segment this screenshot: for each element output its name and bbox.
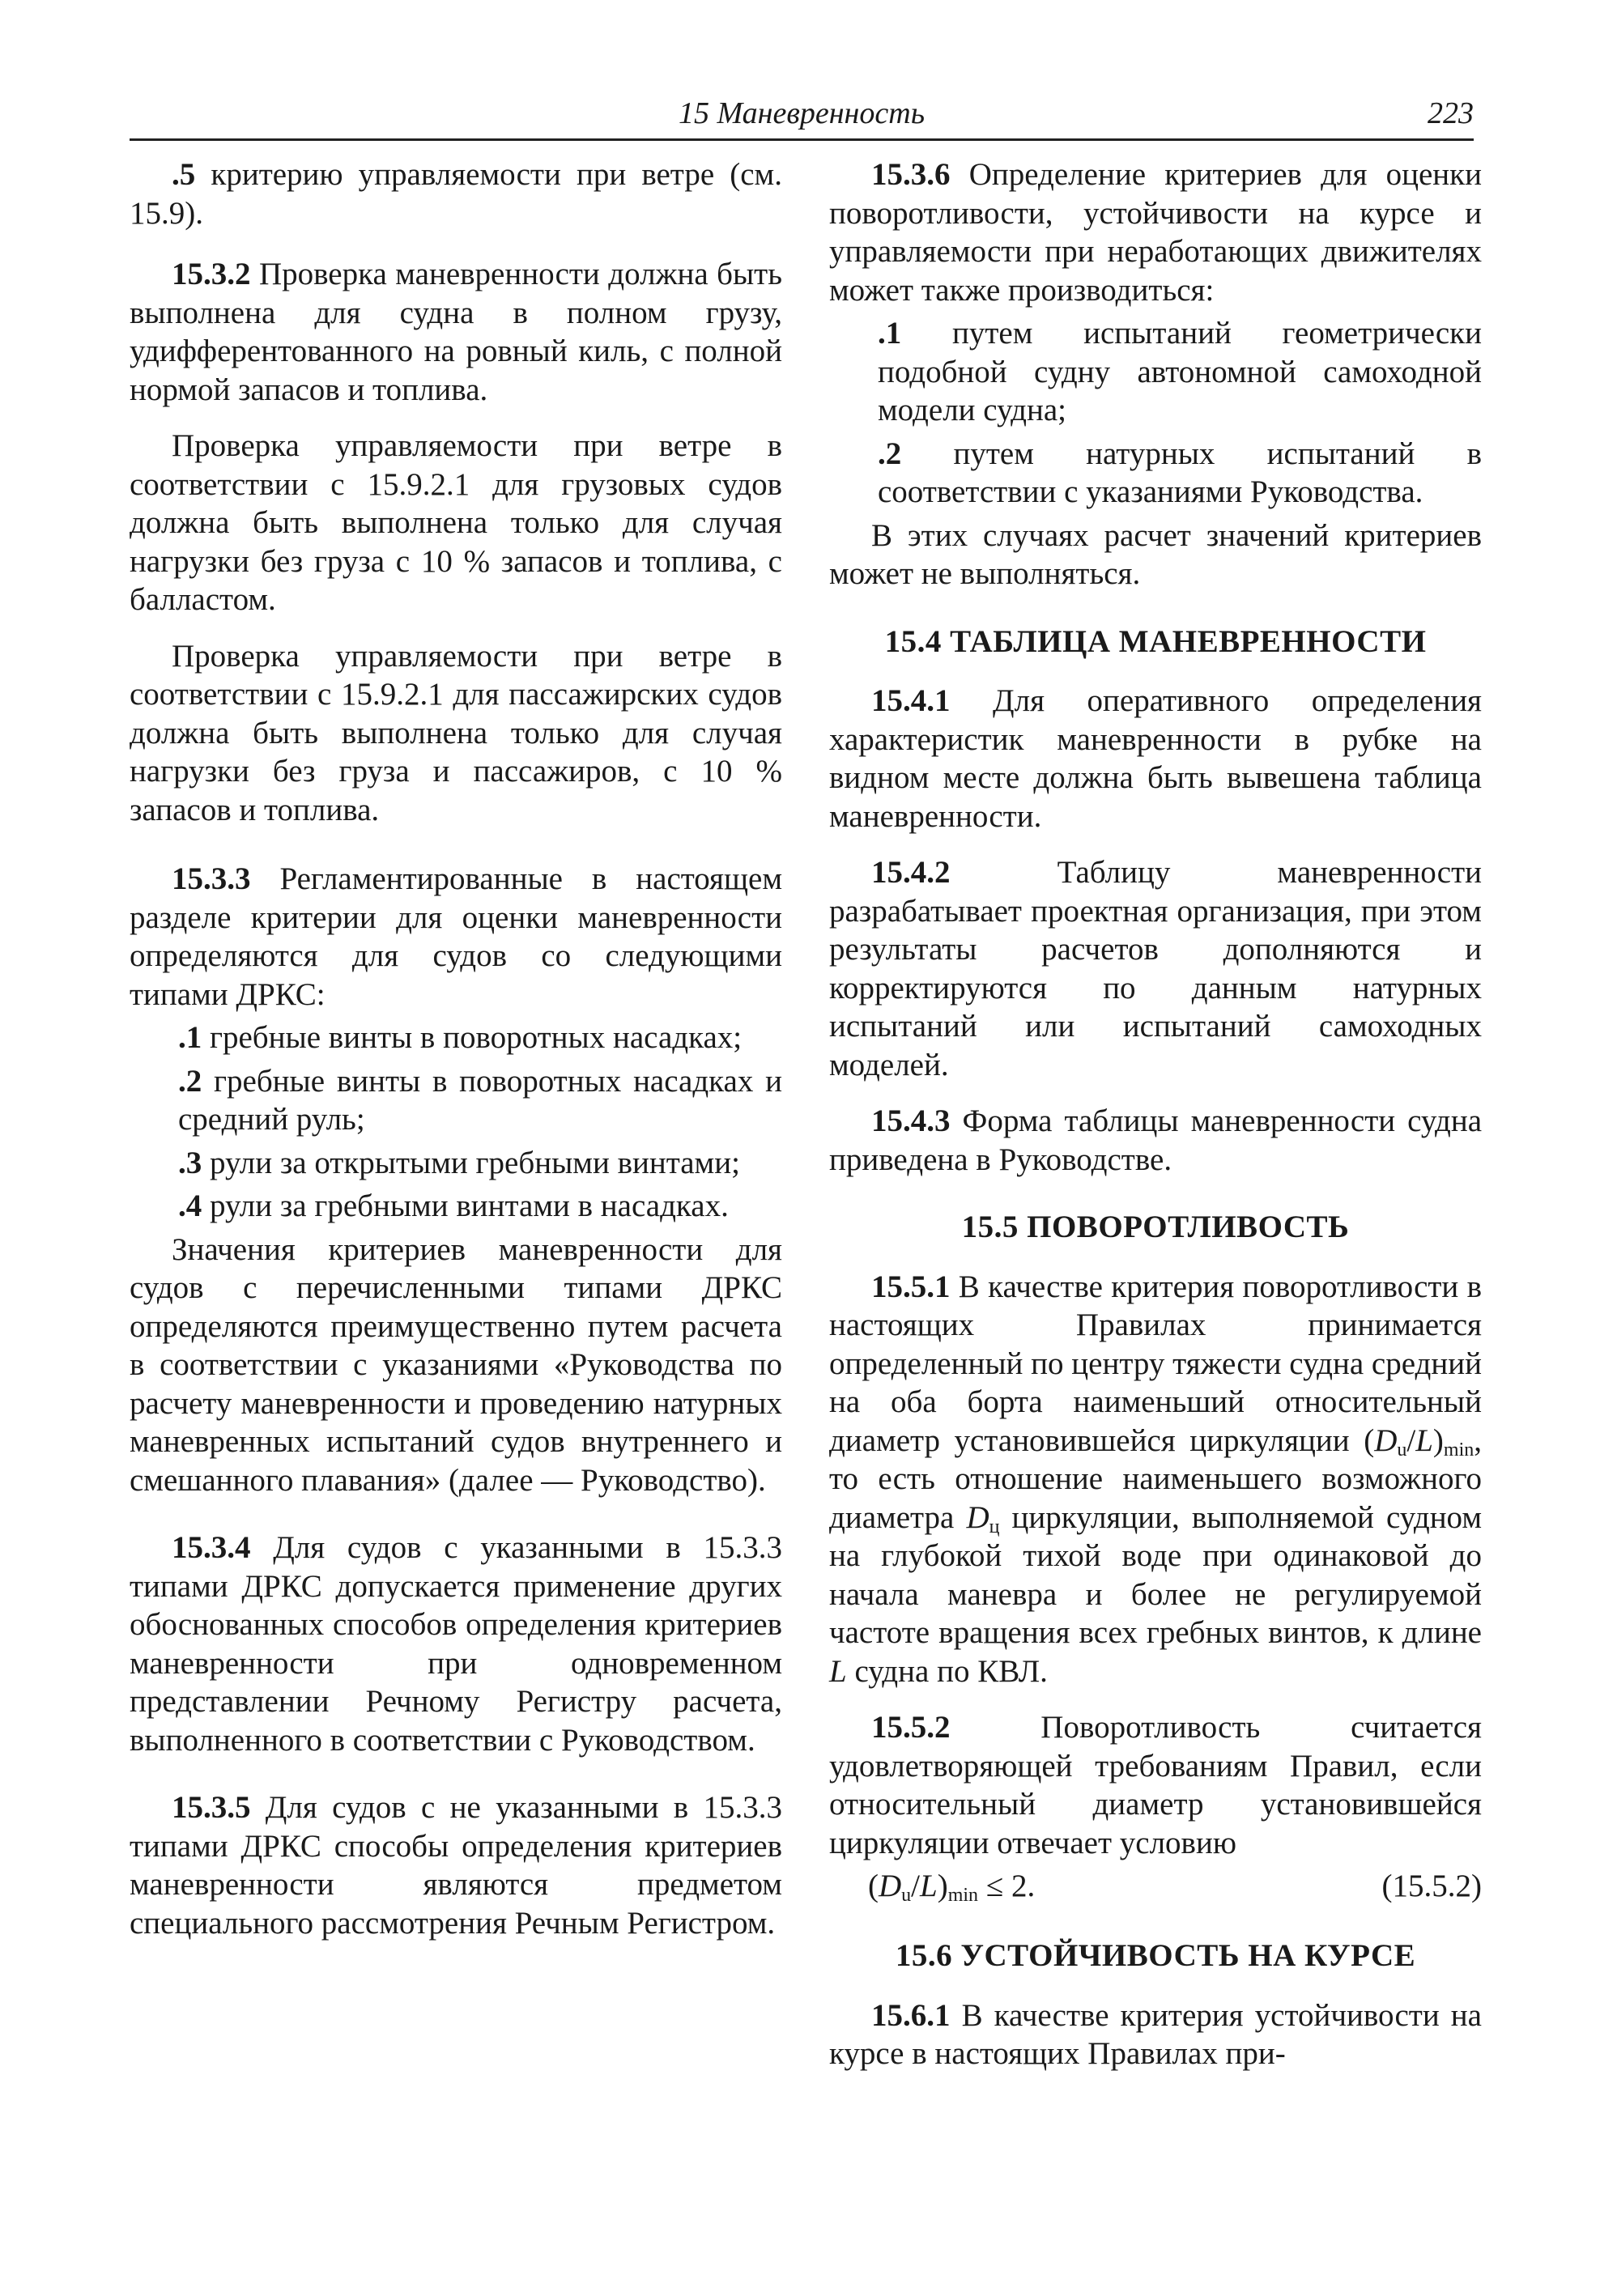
paragraph-text: Определение критериев для оценки поворотливости, устойчивости на курсе и управляемости при неработающих движителях может также производиться: <box>829 157 1482 308</box>
paragraph-text: Для оперативного определения характеристик маневренности в рубке на видном месте должна быть вывешена таблица маневренности. <box>829 683 1482 834</box>
item-text: путем испытаний геометрически подобной судну автономной самоходной модели судна; <box>878 316 1482 427</box>
subscript-c: ц <box>989 1516 1000 1537</box>
clause-number: 15.3.4 <box>172 1530 251 1565</box>
section-heading-15-5: 15.5 ПОВОРОТЛИВОСТЬ <box>961 1210 1350 1244</box>
item-number: .3 <box>178 1145 202 1180</box>
paragraph-15-4-2 <box>829 853 1482 1084</box>
item-text: путем натурных испытаний в соответствии с указаниями Руководства. <box>878 436 1482 509</box>
clause-number: 15.5.2 <box>871 1710 951 1745</box>
header-rule <box>130 138 1474 141</box>
paragraph-criteria-values: Значения критериев маневренности для судов с перечисленными типами ДРКС определяются преимущественно путем расчета в соответствии с указаниями «Руководства по расчету маневренности и проведению натурных маневренных испытаний судов внутреннего и смешанного плавания» (далее — Руководство). <box>130 1231 782 1498</box>
list-item <box>130 1018 782 1057</box>
header-title: 15 Маневренность <box>679 96 925 130</box>
paragraph-15-3-2 <box>130 255 782 409</box>
clause-number: 15.4.2 <box>871 855 951 890</box>
formula-expression: $(D_u/L)_{min} \le 2$. <box>868 1869 1036 1906</box>
paragraph-15-6-1 <box>829 1996 1482 2073</box>
paragraph-no-calc: В этих случаях расчет значений критериев может не выполняться. <box>829 517 1482 591</box>
symbol-l: L <box>1415 1422 1433 1458</box>
paragraph-text: Для судов с указанными в 15.3.3 типами ДРКС допускается применение других обоснованных способов определения критериев маневренности при одновременном представлении Речному Регистру расчета, выполненного в соответствии с Руководством. <box>130 1530 782 1758</box>
list-item <box>130 1144 782 1183</box>
clause-number: 15.3.6 <box>871 157 951 192</box>
subscript-min: min <box>1443 1439 1474 1461</box>
paragraph-text: Проверка маневренности должна быть выполнена для судна в полном грузу, удифферентованного на ровный киль, с полной нормой запасов и топлива. <box>130 257 782 407</box>
formula-number: (15.5.2) <box>1381 1869 1482 1903</box>
running-header <box>130 89 1474 141</box>
section-heading-15-4: 15.4 ТАБЛИЦА МАНЕВРЕННОСТИ <box>884 623 1427 659</box>
item-text: гребные винты в поворотных насадках и средний руль; <box>178 1063 782 1137</box>
paragraph-text: , то есть отношение наименьшего возможного диаметра <box>829 1422 1482 1535</box>
item-number: .2 <box>878 436 902 471</box>
item-number: .1 <box>878 316 902 351</box>
page-number: 223 <box>1428 96 1474 130</box>
right-column <box>829 155 1482 2091</box>
paragraph-text: В качестве критерия поворотливости в настоящих Правилах принимается определенный по центру тяжести судна средний на оба борта наименьший относительный диаметр установившейся циркуляции ( <box>829 1269 1482 1458</box>
paragraph-text: Поворотливость считается удовлетворяющей требованиям Правил, если относительный диаметр установившейся циркуляции отвечает условию <box>829 1710 1482 1860</box>
clause-number: 15.4.3 <box>871 1103 951 1138</box>
item-number: .4 <box>178 1188 202 1223</box>
paragraph-item-5 <box>130 155 782 232</box>
clause-number: 15.3.5 <box>172 1790 251 1825</box>
list-item <box>130 1187 782 1226</box>
paragraph-15-5-2 <box>829 1708 1482 1862</box>
paragraph-text: В качестве критерия устойчивости на курсе в настоящих Правилах при- <box>829 1997 1482 2071</box>
clause-number: 15.3.2 <box>172 257 251 291</box>
paragraph-15-3-4 <box>130 1529 782 1759</box>
list-item <box>829 435 1482 512</box>
paragraph-text: Форма таблицы маневренности судна приведена в Руководстве. <box>829 1103 1482 1177</box>
paragraph-15-3-3 <box>130 860 782 1014</box>
paragraph-15-3-5 <box>130 1788 782 1942</box>
item-text: рули за открытыми гребными винтами; <box>202 1145 740 1180</box>
item-text: гребные винты в поворотных насадках; <box>202 1020 743 1055</box>
clause-number: 15.5.1 <box>871 1269 951 1304</box>
paragraph-text: Таблицу маневренности разрабатывает проектная организация, при этом результаты расчетов дополняются и корректируются по данным натурных испытаний или испытаний самоходных моделей. <box>829 855 1482 1082</box>
item-text: рули за гребными винтами в насадках. <box>202 1188 729 1223</box>
clause-number: 15.4.1 <box>871 683 951 718</box>
subscript-u: u <box>1397 1439 1407 1461</box>
paragraph-15-4-1 <box>829 682 1482 835</box>
symbol-d: D <box>1374 1422 1398 1458</box>
slash: / <box>1406 1422 1416 1458</box>
left-column <box>130 155 782 1960</box>
clause-number: 15.6.1 <box>871 1997 951 2033</box>
paragraph-wind-passenger: Проверка управляемости при ветре в соответствии с 15.9.2.1 для пассажирских судов должна быть выполнена только для случая нагрузки без груза и пассажиров, с 10 % запасов и топлива. <box>130 638 782 827</box>
paren-close: ) <box>1432 1422 1444 1458</box>
paragraph-wind-cargo: Проверка управляемости при ветре в соответствии с 15.9.2.1 для грузовых судов должна быть выполнена только для случая нагрузки без груза с 10 % запасов и топлива, с балластом. <box>130 428 782 617</box>
paragraph-text: Для судов с не указанными в 15.3.3 типами ДРКС способы определения критериев маневренности являются предметом специального рассмотрения Речным Регистром. <box>130 1790 782 1941</box>
paragraph-text: критерию управляемости при ветре (см. 15.9). <box>130 157 782 231</box>
paragraph-text: Регламентированные в настоящем разделе критерии для оценки маневренности определяются для судов со следующими типами ДРКС: <box>130 861 782 1012</box>
paragraph-15-4-3 <box>829 1102 1482 1179</box>
list-item <box>829 314 1482 430</box>
paragraph-text: циркуляции, выполняемой судном на глубокой тихой воде при одинаковой до начала маневра и более не регулируемой частоте вращения всех гребных винтов, к длине <box>829 1499 1482 1650</box>
item-number: .1 <box>178 1020 202 1055</box>
clause-number: 15.3.3 <box>172 861 251 896</box>
paragraph-text: судна по КВЛ. <box>846 1653 1048 1689</box>
paragraph-15-3-6 <box>829 155 1482 309</box>
item-number: .2 <box>178 1063 202 1099</box>
item-number: .5 <box>172 157 196 192</box>
symbol-l: L <box>829 1653 847 1689</box>
list-item <box>130 1062 782 1139</box>
formula-15-5-2 <box>829 1867 1482 1907</box>
paragraph-15-5-1 <box>829 1268 1482 1691</box>
section-heading-15-6: 15.6 УСТОЙЧИВОСТЬ НА КУРСЕ <box>895 1938 1416 1973</box>
symbol-d: D <box>966 1499 989 1535</box>
